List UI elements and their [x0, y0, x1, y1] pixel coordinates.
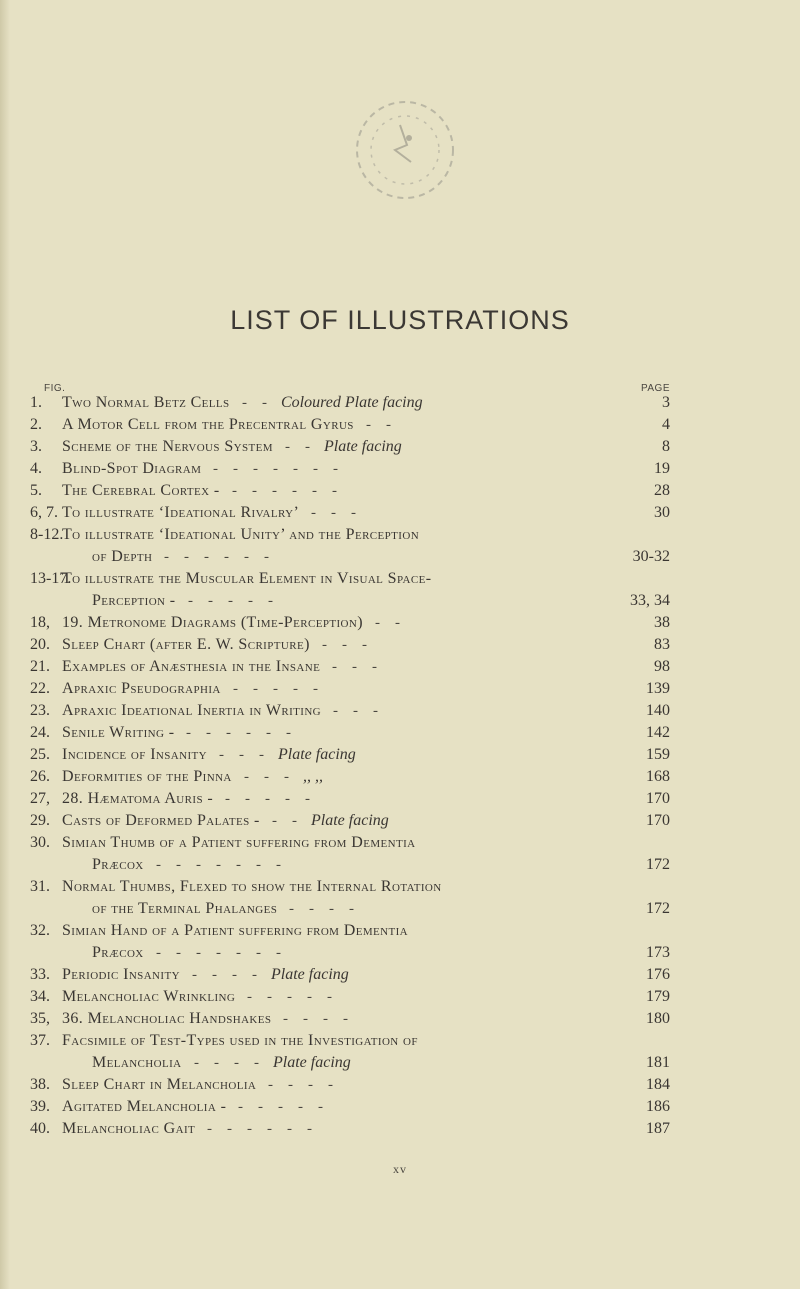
figure-number: 32.: [30, 922, 50, 939]
figure-title: Perception -: [92, 592, 176, 609]
list-item: [0, 1096, 800, 1118]
page-number: 187: [646, 1120, 670, 1137]
figure-number: 31.: [30, 878, 50, 895]
illustration-list: [0, 392, 800, 1140]
figure-title: To illustrate ‘Ideational Unity’ and the Perception: [62, 526, 420, 543]
page-number: 19: [654, 460, 670, 477]
dot-leader: - - - - -: [247, 989, 332, 1005]
figure-number: 24.: [30, 724, 50, 741]
plate-note: Plate facing: [271, 966, 349, 983]
dot-leader: - -: [242, 395, 267, 411]
list-item: [0, 590, 800, 612]
page-number: 186: [646, 1098, 670, 1115]
dot-leader: - - - - - -: [232, 483, 337, 499]
figure-title: Blind-Spot Diagram: [62, 460, 202, 477]
list-item: [0, 546, 800, 568]
fig-column-header: FIG.: [44, 383, 66, 394]
page-number: 170: [646, 812, 670, 829]
list-item: [0, 524, 800, 546]
figure-title: Examples of Anæsthesia in the Insane: [62, 658, 321, 675]
page-number: 181: [646, 1054, 670, 1071]
figure-title: Normal Thumbs, Flexed to show the Internal Rotation: [62, 878, 442, 895]
figure-title: Casts of Deformed Palates -: [62, 812, 260, 829]
list-item: [0, 810, 800, 832]
dot-leader: - - - -: [194, 1055, 259, 1071]
list-item: [0, 920, 800, 942]
dot-leader: - - - - - -: [186, 725, 291, 741]
figure-title: Melancholiac Gait: [62, 1120, 196, 1137]
list-item: [0, 656, 800, 678]
list-item: [0, 612, 800, 634]
page-number: 30: [654, 504, 670, 521]
figure-title: Senile Writing -: [62, 724, 175, 741]
figure-title: Præcox: [92, 944, 144, 961]
figure-number: 1.: [30, 394, 42, 411]
list-item: [0, 1074, 800, 1096]
figure-number: 30.: [30, 834, 50, 851]
dot-leader: - - - - - - -: [213, 461, 338, 477]
figure-number: 39.: [30, 1098, 50, 1115]
list-item: [0, 634, 800, 656]
dot-leader: - - - - - - -: [156, 945, 281, 961]
dot-leader: - - - -: [192, 967, 257, 983]
list-item: [0, 392, 800, 414]
figure-title: Incidence of Insanity: [62, 746, 207, 763]
figure-number: 23.: [30, 702, 50, 719]
dot-leader: - - - - -: [233, 681, 318, 697]
figure-number: 37.: [30, 1032, 50, 1049]
page-number: 168: [646, 768, 670, 785]
plate-note: Plate facing: [311, 812, 389, 829]
figure-title: To illustrate ‘Ideational Rivalry’: [62, 504, 300, 521]
figure-number: 8-12.: [30, 526, 64, 543]
list-item: [0, 942, 800, 964]
dot-leader: - -: [272, 813, 297, 829]
figure-title: Melancholiac Wrinkling: [62, 988, 236, 1005]
plate-note: Plate facing: [273, 1054, 351, 1071]
page-number: 30-32: [632, 548, 670, 565]
list-item: [0, 458, 800, 480]
list-item: [0, 876, 800, 898]
figure-number: 25.: [30, 746, 50, 763]
figure-title: of Depth: [92, 548, 153, 565]
list-item: [0, 1030, 800, 1052]
plate-note: Plate facing: [324, 438, 402, 455]
figure-number: 26.: [30, 768, 50, 785]
list-item: [0, 964, 800, 986]
page-number: 184: [646, 1076, 670, 1093]
page-number: 140: [646, 702, 670, 719]
page-number: 173: [646, 944, 670, 961]
figure-title: Periodic Insanity: [62, 966, 180, 983]
dot-leader: - - - - -: [238, 1099, 323, 1115]
figure-number: 2.: [30, 416, 42, 433]
dot-leader: - -: [285, 439, 310, 455]
list-item: [0, 1118, 800, 1140]
figure-title: Facsimile of Test-Types used in the Investigation of: [62, 1032, 418, 1049]
figure-title: A Motor Cell from the Precentral Gyrus: [62, 416, 354, 433]
page-number: 98: [654, 658, 670, 675]
figure-title: Præcox: [92, 856, 144, 873]
figure-number: 18,: [30, 614, 50, 631]
list-item: [0, 480, 800, 502]
dot-leader: - - -: [332, 659, 377, 675]
dot-leader: - - -: [244, 769, 289, 785]
page-number: 4: [662, 416, 670, 433]
figure-number: 5.: [30, 482, 42, 499]
list-item: [0, 986, 800, 1008]
figure-title: Agitated Melancholia -: [62, 1098, 227, 1115]
list-item: [0, 898, 800, 920]
list-item: [0, 502, 800, 524]
dot-leader: - - -: [333, 703, 378, 719]
list-item: [0, 744, 800, 766]
plate-note: Coloured Plate facing: [281, 394, 423, 411]
figure-number: 22.: [30, 680, 50, 697]
list-item: [0, 766, 800, 788]
list-item: [0, 414, 800, 436]
list-item: [0, 678, 800, 700]
figure-number: 34.: [30, 988, 50, 1005]
dot-leader: - - - - - -: [207, 1121, 312, 1137]
page-number: 38: [654, 614, 670, 631]
figure-number: 4.: [30, 460, 42, 477]
dot-leader: - - - -: [283, 1011, 348, 1027]
page-number: 172: [646, 856, 670, 873]
page-column-header: PAGE: [640, 383, 670, 394]
page-number: 179: [646, 988, 670, 1005]
page-number: 142: [646, 724, 670, 741]
dot-leader: - - - -: [289, 901, 354, 917]
figure-title: The Cerebral Cortex -: [62, 482, 220, 499]
dot-leader: - - - - - - -: [156, 857, 281, 873]
figure-title: Sleep Chart (after E. W. Scripture): [62, 636, 310, 653]
figure-number: 20.: [30, 636, 50, 653]
dot-leader: - - -: [322, 637, 367, 653]
figure-title: Simian Thumb of a Patient suffering from Dementia: [62, 834, 416, 851]
plate-note: Plate facing: [278, 746, 356, 763]
figure-number: 38.: [30, 1076, 50, 1093]
figure-title: Melancholia: [92, 1054, 182, 1071]
figure-title: 19. Metronome Diagrams (Time-Perception): [62, 614, 363, 631]
figure-number: 35,: [30, 1010, 50, 1027]
list-item: [0, 1008, 800, 1030]
page-number: 8: [662, 438, 670, 455]
figure-title: 28. Hæmatoma Auris -: [62, 790, 214, 807]
page-number: 170: [646, 790, 670, 807]
figure-number: 33.: [30, 966, 50, 983]
list-item: [0, 700, 800, 722]
figure-title: of the Terminal Phalanges: [92, 900, 278, 917]
figure-number: 40.: [30, 1120, 50, 1137]
page-number: 139: [646, 680, 670, 697]
list-item: [0, 436, 800, 458]
list-item: [0, 722, 800, 744]
figure-title: To illustrate the Muscular Element in Visual Space-: [62, 570, 432, 587]
page-folio: xv: [393, 1162, 407, 1176]
figure-title: Apraxic Ideational Inertia in Writing: [62, 702, 322, 719]
list-item: [0, 568, 800, 590]
figure-title: Sleep Chart in Melancholia: [62, 1076, 257, 1093]
figure-title: Scheme of the Nervous System: [62, 438, 273, 455]
dot-leader: - - - - -: [225, 791, 310, 807]
page-number: 176: [646, 966, 670, 983]
figure-number: 6, 7.: [30, 504, 58, 521]
dot-leader: - - - - - -: [164, 549, 269, 565]
figure-number: 29.: [30, 812, 50, 829]
page-number: 83: [654, 636, 670, 653]
dot-leader: - - -: [311, 505, 356, 521]
dot-leader: - - - -: [268, 1077, 333, 1093]
figure-title: Simian Hand of a Patient suffering from Dementia: [62, 922, 408, 939]
page-number: 33, 34: [630, 592, 670, 609]
figure-title: Two Normal Betz Cells: [62, 394, 230, 411]
dot-leader: - - -: [219, 747, 264, 763]
figure-title: Deformities of the Pinna: [62, 768, 232, 785]
figure-number: 13-17.: [30, 570, 72, 587]
dot-leader: - - - - -: [188, 593, 273, 609]
dot-leader: - -: [375, 615, 400, 631]
figure-number: 3.: [30, 438, 42, 455]
list-item: [0, 832, 800, 854]
figure-number: 27,: [30, 790, 50, 807]
page-number: 180: [646, 1010, 670, 1027]
page-number: 159: [646, 746, 670, 763]
page-number: 172: [646, 900, 670, 917]
list-item: [0, 788, 800, 810]
list-item: [0, 854, 800, 876]
plate-note: ,, ,,: [303, 768, 323, 785]
page-number: 28: [654, 482, 670, 499]
dot-leader: - -: [366, 417, 391, 433]
page-number: 3: [662, 394, 670, 411]
figure-number: 21.: [30, 658, 50, 675]
figure-title: Apraxic Pseudographia: [62, 680, 221, 697]
figure-title: 36. Melancholiac Handshakes: [62, 1010, 272, 1027]
list-item: [0, 1052, 800, 1074]
page-title: LIST OF ILLUSTRATIONS: [230, 305, 570, 335]
library-stamp-icon: [345, 90, 465, 210]
